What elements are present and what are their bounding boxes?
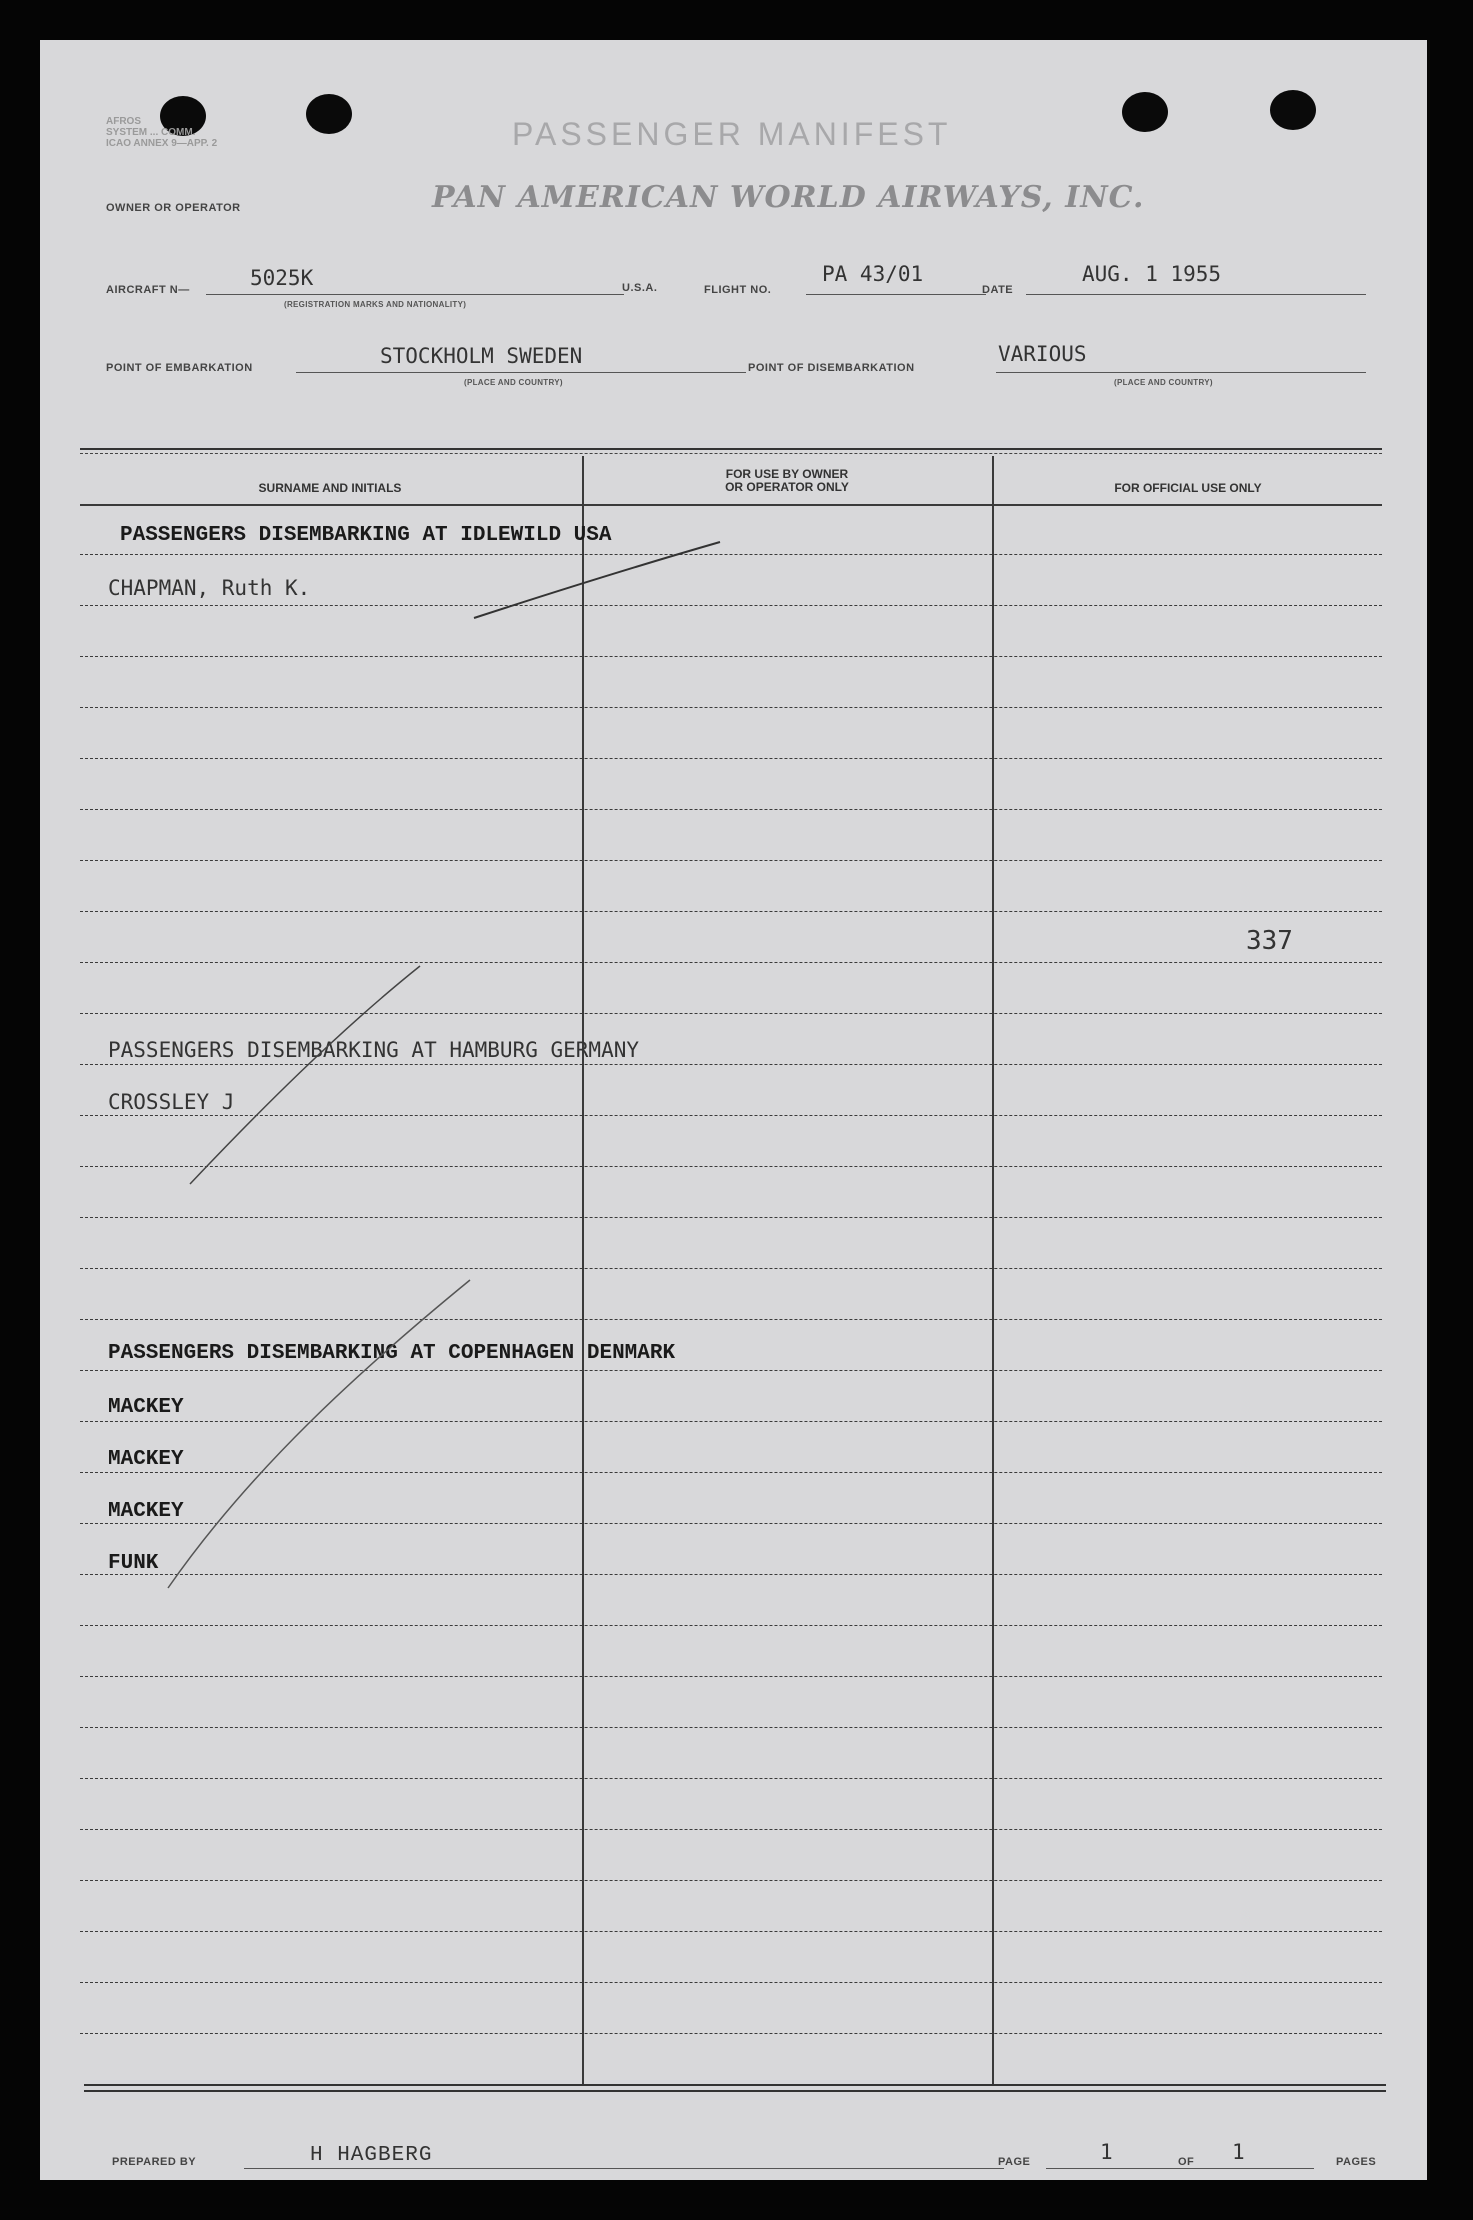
section-heading-idlewild: PASSENGERS DISEMBARKING AT IDLEWILD USA [120, 524, 612, 547]
disembarkation-sublabel: (PLACE AND COUNTRY) [1114, 378, 1213, 387]
page-title: PASSENGER MANIFEST [512, 116, 952, 152]
date-value: AUG. 1 1955 [1082, 262, 1222, 286]
column-header-official: FOR OFFICIAL USE ONLY [1114, 481, 1262, 495]
date-label: DATE [982, 284, 1014, 296]
section-heading-hamburg: PASSENGERS DISEMBARKING AT HAMBURG GERMANY [108, 1038, 640, 1062]
prepared-by-label: PREPARED BY [112, 2156, 197, 2168]
page-number-underline [1046, 2168, 1214, 2169]
form-reference-line: SYSTEM ... COMM. [106, 127, 196, 138]
disembarkation-value: VARIOUS [998, 342, 1087, 366]
owner-value: PAN AMERICAN WORLD AIRWAYS, INC. [432, 180, 1145, 215]
flight-label: FLIGHT NO. [704, 284, 772, 296]
passenger-name: CHAPMAN, Ruth K. [108, 576, 311, 600]
page-label: PAGE [998, 2156, 1031, 2168]
embarkation-sublabel: (PLACE AND COUNTRY) [464, 378, 563, 387]
disembarkation-label: POINT OF DISEMBARKATION [748, 362, 915, 374]
section-heading-copenhagen: PASSENGERS DISEMBARKING AT COPENHAGEN DENMARK [108, 1342, 676, 1365]
embarkation-label: POINT OF EMBARKATION [106, 362, 253, 374]
manifest-sheet [40, 40, 1427, 2180]
aircraft-label: AIRCRAFT N— [106, 284, 190, 296]
passenger-name: MACKEY [108, 1448, 184, 1471]
official-number: 337 [1246, 926, 1293, 956]
aircraft-value: 5025K [250, 266, 314, 290]
aircraft-sublabel: (REGISTRATION MARKS AND NATIONALITY) [284, 300, 467, 309]
usa-label: U.S.A. [622, 282, 658, 294]
passenger-name: FUNK [108, 1552, 159, 1575]
page-number: 1 [1100, 2140, 1113, 2164]
column-header-operator: OR OPERATOR ONLY [725, 480, 849, 494]
page-total: 1 [1232, 2140, 1245, 2164]
passenger-name: MACKEY [108, 1500, 184, 1523]
owner-label: OWNER OR OPERATOR [106, 202, 241, 214]
passenger-name: CROSSLEY J [108, 1090, 235, 1114]
embarkation-value: STOCKHOLM SWEDEN [380, 344, 583, 368]
passenger-name: MACKEY [108, 1396, 184, 1419]
flight-value: PA 43/01 [822, 262, 924, 286]
prepared-by-value: H HAGBERG [310, 2144, 433, 2167]
pages-label: PAGES [1336, 2156, 1377, 2168]
column-header-operator: FOR USE BY OWNER [725, 467, 849, 481]
column-header-surname: SURNAME AND INITIALS [258, 481, 402, 495]
prepared-by-underline [244, 2168, 1004, 2169]
of-label: OF [1178, 2156, 1195, 2168]
pencil-check-marks [40, 40, 1427, 2180]
page-total-underline [1208, 2168, 1314, 2169]
form-reference-line: ICAO ANNEX 9—APP. 2 [106, 138, 218, 149]
form-reference-line: AFROS [106, 116, 141, 127]
